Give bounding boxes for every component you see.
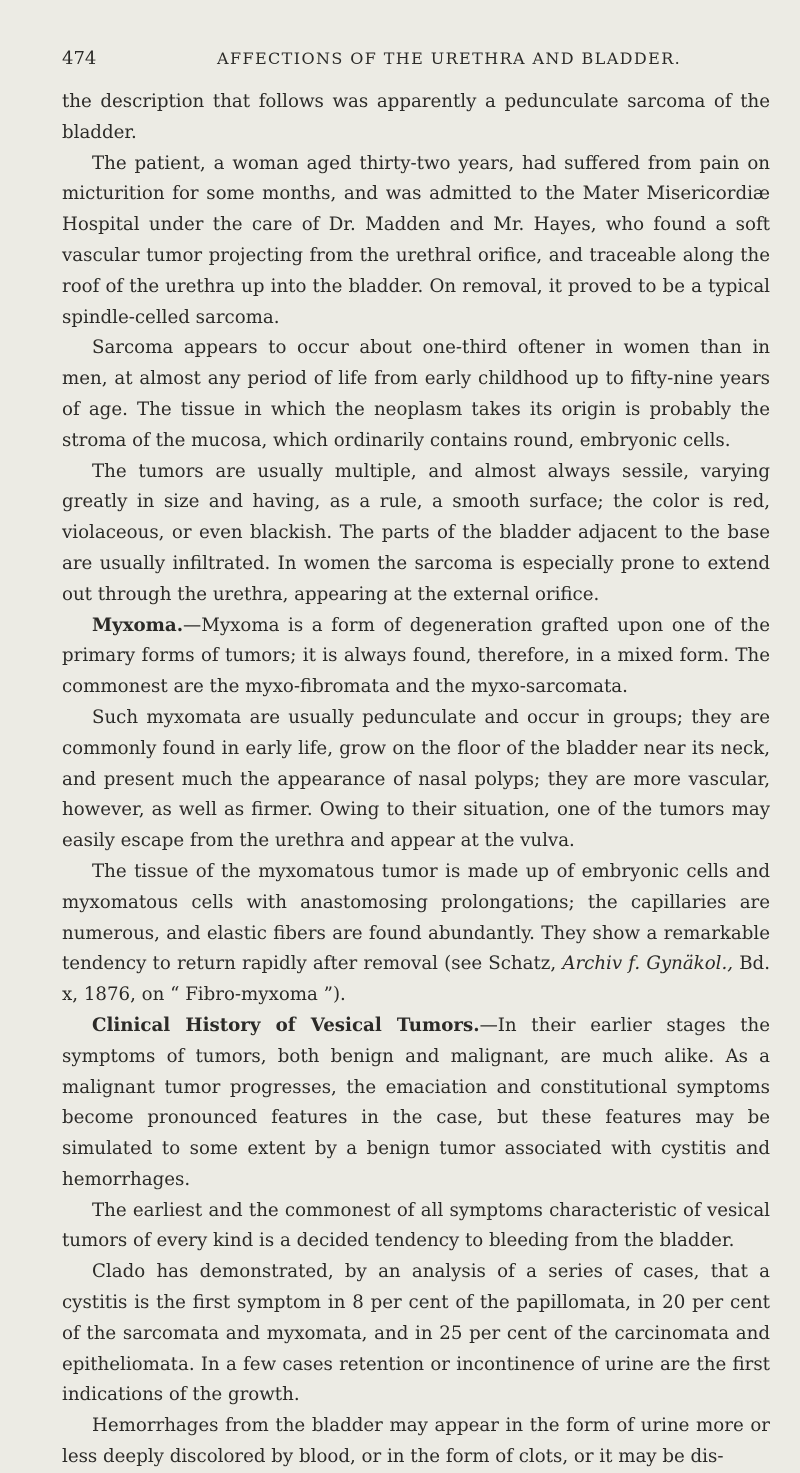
paragraph-text: Such myxomata are usually pedunculate and occur in groups; they are commonly found in early life, grow on the floor of the bladder near its neck, and present much the appearance of nasal polyps; they are more vascular, however, as well as firmer. Owing to their situation, one of the tumors may easily escape from the urethra and appear at the vulva. [62,706,770,852]
paragraph-sarcoma-occurrence [62,333,770,456]
paragraph-earliest-symptom [62,1196,770,1258]
paragraph-clado-analysis [62,1257,770,1411]
paragraph-continuation [62,87,770,149]
paragraph-hemorrhages [62,1411,770,1473]
running-title: AFFECTIONS OF THE URETHRA AND BLADDER. [217,49,682,68]
section-heading-clinical-history: Clinical History of Vesical Tumors. [92,1014,480,1036]
paragraph-text: —Myxoma is a form of degeneration grafted upon one of the primary forms of tumors; it is always found, therefore, in a mixed form. The commonest are the myxo-fibromata and the myxo-sarcomata. [62,614,770,698]
paragraph-text: The earliest and the commonest of all symptoms characteristic of vesical tumors of every kind is a decided tendency to bleeding from the bladder. [62,1199,770,1252]
paragraph-myxoma [62,611,770,703]
page-number: 474 [62,48,97,69]
paragraph-text: Hemorrhages from the bladder may appear in the form of urine more or less deeply discolored by blood, or in the form of clots, or it may be dis- [62,1415,770,1468]
paragraph-text: —In their earlier stages the symptoms of tumors, both benign and malignant, are much alike. As a malignant tumor progresses, the emaciation and constitutional symptoms become pronounced features in the case, but these features may be simulated to some extent by a benign tumor associated with cystitis and hemorrhages. [62,1014,770,1190]
paragraph-text: Sarcoma appears to occur about one-third oftener in women than in men, at almost any period of life from early childhood up to fifty-nine years of age. The tissue in which the neoplasm takes its origin is probably the stroma of the mucosa, which ordinarily contains round, embryonic cells. [62,337,770,451]
body-text [62,87,770,1473]
journal-citation: Archiv f. Gynäkol., [562,953,734,975]
paragraph-myxomata-groups [62,703,770,857]
section-heading-myxoma: Myxoma. [92,614,184,636]
paragraph-text: The tumors are usually multiple, and almost always sessile, varying greatly in size and having, as a rule, a smooth surface; the color is red, violaceous, or even blackish. The parts of the bladder adjacent to the base are usually infiltrated. In women the sarcoma is especially prone to extend out through the urethra, appearing at the external orifice. [62,460,770,605]
paragraph-patient-case [62,149,770,334]
paragraph-text: The tissue of the myxomatous tumor is made up of embryonic cells and myxomatous cells with anastomosing prolongations; the capillaries are numerous, and elastic fibers are found abundantly. They show a remarkable tendency to return rapidly after removal (see Schatz, [62,860,770,975]
paragraph-text: The patient, a woman aged thirty-two years, had suffered from pain on micturition for some months, and was admitted to the Mater Misericordiæ Hospital under the care of Dr. Madden and Mr. Hayes, who found a soft vascular tumor projecting from the urethral orifice, and traceable along the roof of the urethra up into the bladder. On removal, it proved to be a typical spindle-celled sarcoma. [62,152,770,328]
paragraph-text: Bd. x, 1876, on “ Fibro-myxoma ”). [62,953,770,1006]
page-header [62,48,770,69]
paragraph-clinical-history [62,1011,770,1196]
paragraph-text: Clado has demonstrated, by an analysis of a series of cases, that a cystitis is the first symptom in 8 per cent of the papillomata, in 20 per cent of the sarcomata and myxomata, and in 25 per cent of the carcinomata and epitheliomata. In a few cases retention or incontinence of urine are the first indications of the growth. [62,1261,770,1406]
paragraph-text: the description that follows was apparently a pedunculate sarcoma of the bladder. [62,91,770,143]
paragraph-myxomatous-tissue [62,857,770,1011]
paragraph-tumor-appearance [62,457,770,611]
